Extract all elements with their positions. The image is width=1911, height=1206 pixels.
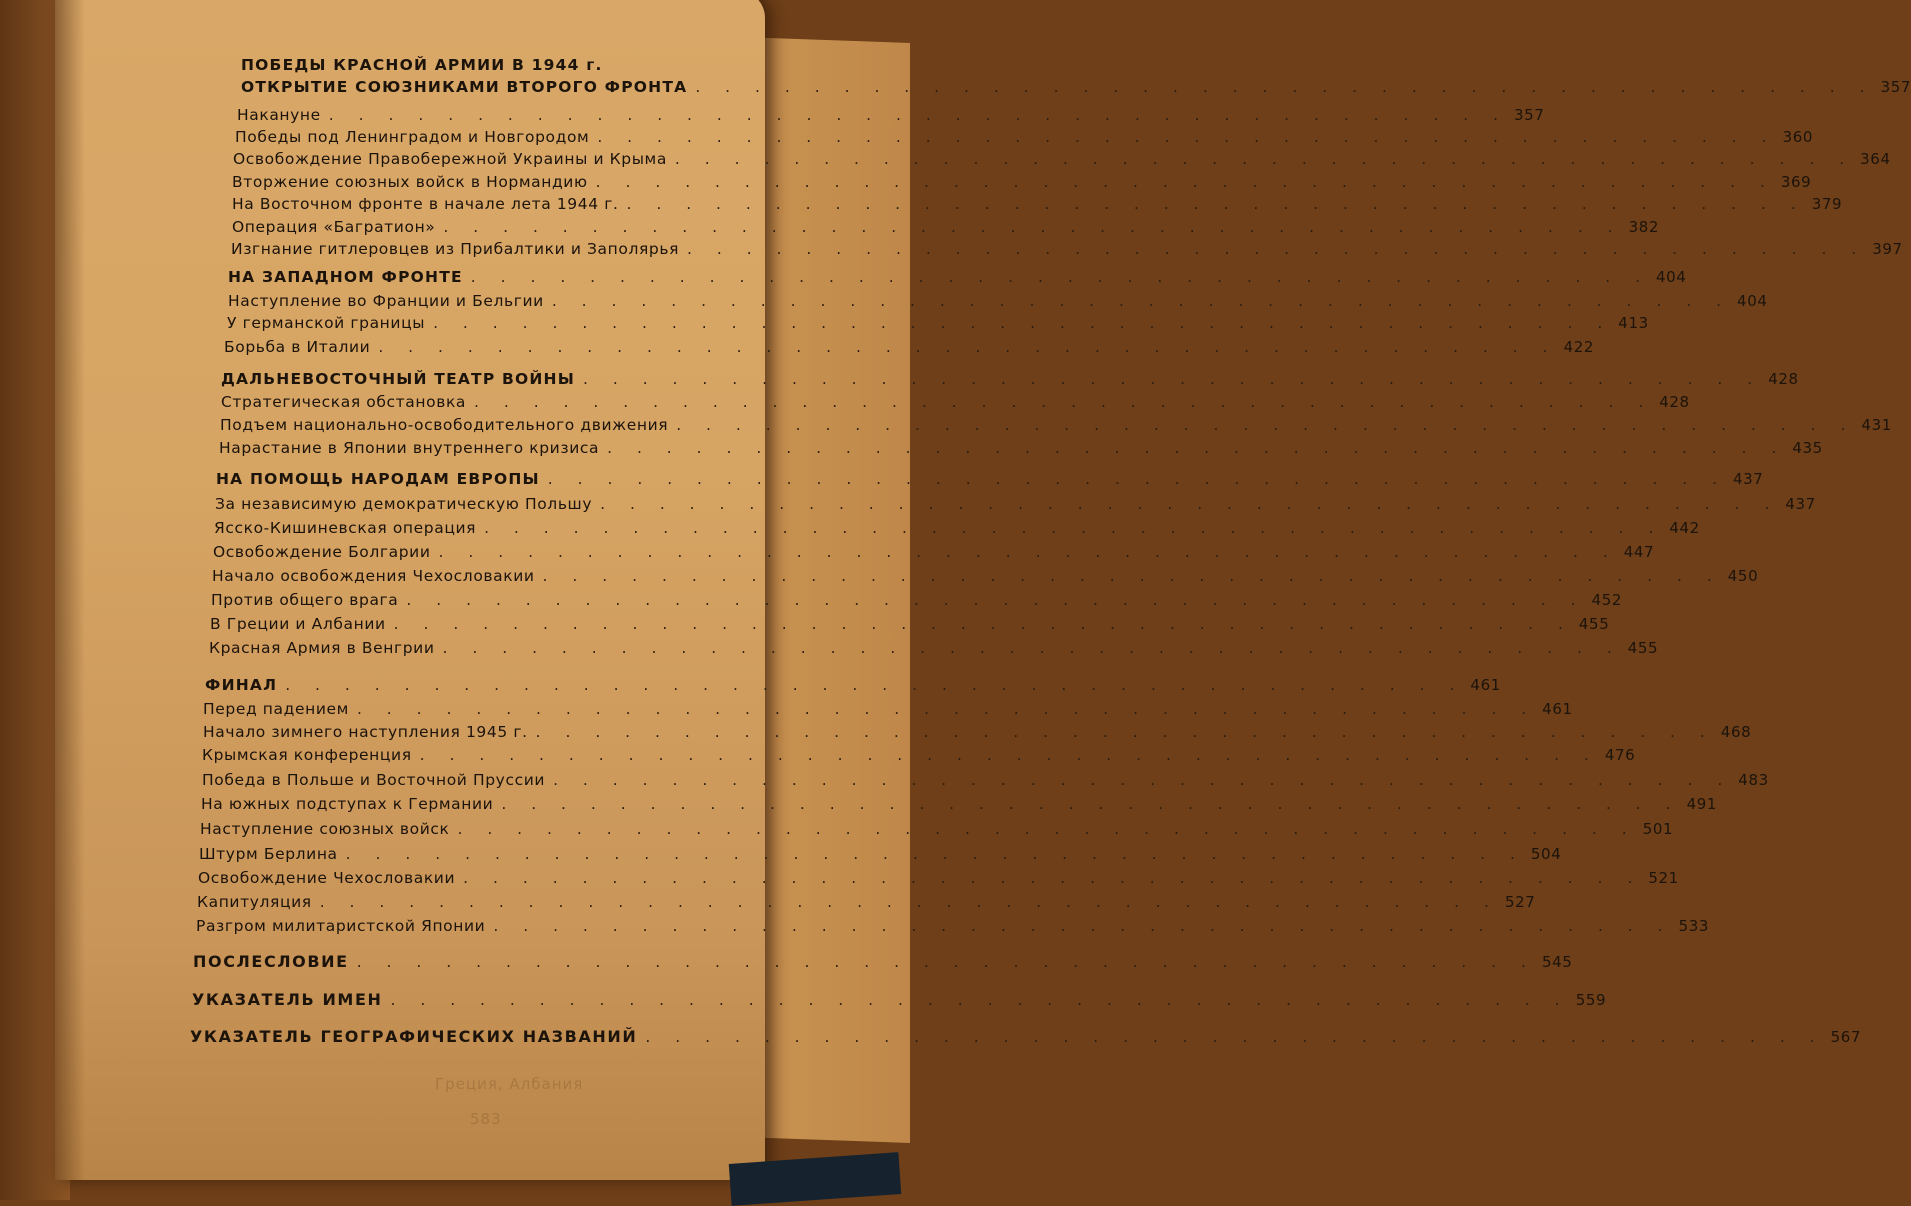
toc-leader-dots: . . . . . . . . . . . . . . . . . . . . . . . . . . . . . . . . . . . . . . . .: [463, 869, 1643, 887]
toc-entry-page-number: 559: [1575, 991, 1607, 1009]
toc-entry: [201, 795, 1718, 813]
toc-leader-dots: . . . . . . . . . . . . . . . . . . . . . . . . . . . . . . . . . . . . . . . .: [626, 195, 1806, 213]
toc-entry: [215, 495, 1816, 513]
toc-entry-page-number: 357: [1880, 78, 1911, 96]
toc-entry-page-number: 455: [1627, 639, 1659, 657]
toc-entry-title: Разгром милитаристской Японии: [196, 917, 486, 935]
toc-entry: [237, 106, 1545, 124]
toc-entry-title: Борьба в Италии: [224, 338, 371, 356]
toc-entry: [221, 393, 1690, 411]
toc-entry: [219, 439, 1823, 457]
toc-entry: [228, 292, 1768, 310]
toc-entry: [210, 615, 1610, 633]
toc-entry: [209, 639, 1659, 657]
toc-entry: [224, 338, 1594, 356]
toc-leader-dots: . . . . . . . . . . . . . . . . . . . . . . . . . . . . . . . . . . . . . . . .: [442, 639, 1622, 657]
toc-entry-title: Подъем национально-освободительного движения: [220, 416, 669, 434]
toc-entry-title: Вторжение союзных войск в Нормандию: [232, 173, 588, 191]
toc-entry-title: Красная Армия в Венгрии: [209, 639, 435, 657]
toc-entry: [203, 700, 1573, 718]
toc-entry-page-number: 364: [1860, 150, 1891, 168]
toc-entry-page-number: 527: [1504, 893, 1536, 911]
toc-entry-title: УКАЗАТЕЛЬ ГЕОГРАФИЧЕСКИХ НАЗВАНИЙ: [190, 1027, 638, 1046]
toc-entry-page-number: 461: [1542, 700, 1573, 718]
toc-section-entry: [228, 268, 1687, 286]
toc-entry-title: Операция «Багратион»: [232, 218, 436, 236]
toc-leader-dots: . . . . . . . . . . . . . . . . . . . . . . . . . . . . . . . . . . . . . . . .: [607, 439, 1787, 457]
toc-leader-dots: . . . . . . . . . . . . . . . . . . . . . . . . . . . . . . . . . . . . . . . .: [595, 173, 1775, 191]
toc-leader-dots: . . . . . . . . . . . . . . . . . . . . . . . . . . . . . . . . . . . . . . . .: [551, 292, 1732, 310]
toc-entry-title: Нарастание в Японии внутреннего кризиса: [219, 439, 600, 457]
toc-entry-page-number: 504: [1530, 845, 1562, 863]
toc-entry-page-number: 431: [1861, 416, 1892, 434]
toc-entry-page-number: 369: [1780, 173, 1812, 191]
toc-leader-dots: . . . . . . . . . . . . . . . . . . . . . . . . . . . . . . . . . . . . . . . .: [645, 1028, 1825, 1046]
toc-leader-dots: . . . . . . . . . . . . . . . . . . . . . . . . . . . . . . . . . . . . . . . .: [433, 314, 1613, 332]
toc-entry-title: НА ПОМОЩЬ НАРОДАМ ЕВРОПЫ: [216, 470, 540, 488]
toc-entry-title: Штурм Берлина: [199, 845, 338, 863]
toc-entry: [232, 218, 1660, 236]
toc-entry: [202, 771, 1769, 789]
toc-leader-dots: . . . . . . . . . . . . . . . . . . . . . . . . . . . . . . . . . . . . . . . .: [474, 393, 1654, 411]
toc-entry-page-number: 428: [1659, 393, 1690, 411]
toc-entry-page-number: 437: [1785, 495, 1816, 513]
toc-entry: [196, 917, 1710, 935]
toc-entry: [202, 746, 1636, 764]
toc-entry-page-number: 455: [1578, 615, 1610, 633]
toc-entry-title: На южных подступах к Германии: [201, 795, 494, 813]
toc-leader-dots: . . . . . . . . . . . . . . . . . . . . . . . . . . . . . . . . . . . . . . . .: [356, 953, 1536, 971]
toc-entry-title: Начало освобождения Чехословакии: [212, 567, 535, 585]
toc-entry: [203, 723, 1752, 741]
toc-entry: [211, 591, 1623, 609]
toc-entry-title: Наступление союзных войск: [200, 820, 450, 838]
toc-leader-dots: . . . . . . . . . . . . . . . . . . . . . . . . . . . . . . . . . . . . . . . .: [547, 470, 1728, 488]
toc-entry-title: Стратегическая обстановка: [221, 393, 467, 411]
toc-entry-page-number: 533: [1678, 917, 1710, 935]
toc-entry-page-number: 379: [1811, 195, 1843, 213]
toc-leader-dots: . . . . . . . . . . . . . . . . . . . . . . . . . . . . . . . . . . . . . . . .: [419, 746, 1599, 764]
toc-entry: [212, 567, 1759, 585]
toc-leader-dots: . . . . . . . . . . . . . . . . . . . . . . . . . . . . . . . . . . . . . . . .: [493, 917, 1673, 935]
toc-entry-page-number: 397: [1872, 240, 1903, 258]
toc-entry-title: ФИНАЛ: [205, 676, 278, 694]
toc-entry: [232, 173, 1812, 191]
toc-entry-page-number: 413: [1618, 314, 1649, 332]
toc-section-entry: [192, 990, 1607, 1009]
toc-leader-dots: . . . . . . . . . . . . . . . . . . . . . . . . . . . . . . . . . . . . . . . .: [687, 240, 1867, 258]
toc-entry: [199, 845, 1562, 863]
toc-entry-title: Начало зимнего наступления 1945 г.: [203, 723, 528, 741]
toc-entry: [233, 150, 1891, 168]
toc-leader-dots: . . . . . . . . . . . . . . . . . . . . . . . . . . . . . . . . . . . . . . . .: [390, 991, 1570, 1009]
toc-entry-page-number: 461: [1470, 676, 1501, 694]
toc-leader-dots: . . . . . . . . . . . . . . . . . . . . . . . . . . . . . . . . . . . . . . . .: [328, 106, 1509, 124]
toc-entry-page-number: 483: [1738, 771, 1769, 789]
toc-entry-page-number: 521: [1648, 869, 1679, 887]
toc-entry: [214, 519, 1700, 537]
toc-entry-page-number: 422: [1563, 338, 1594, 356]
toc-entry-title: На Восточном фронте в начале лета 1944 г.: [232, 195, 619, 213]
toc-entry: [227, 314, 1649, 332]
toc-entry: [220, 416, 1892, 434]
toc-entry-title: Перед падением: [203, 700, 349, 718]
toc-leader-dots: . . . . . . . . . . . . . . . . . . . . . . . . . . . . . . . . . . . . . . . .: [393, 615, 1573, 633]
toc-section-entry: [241, 78, 1911, 96]
toc-entry-page-number: 450: [1727, 567, 1759, 585]
toc-entry-title: Победа в Польше и Восточной Пруссии: [202, 771, 546, 789]
toc-leader-dots: . . . . . . . . . . . . . . . . . . . . . . . . . . . . . . . . . . . . . . . .: [378, 338, 1558, 356]
toc-entry-title: Накануне: [237, 106, 321, 124]
toc-entry-page-number: 382: [1628, 218, 1660, 236]
toc-entry-page-number: 404: [1656, 268, 1687, 286]
toc-entry-page-number: 435: [1792, 439, 1823, 457]
toc-entry-page-number: 491: [1686, 795, 1718, 813]
toc-entry: [213, 543, 1655, 561]
toc-entry-page-number: 468: [1720, 723, 1752, 741]
toc-leader-dots: . . . . . . . . . . . . . . . . . . . . . . . . . . . . . . . . . . . . . . . .: [535, 723, 1715, 741]
toc-entry-title: Капитуляция: [197, 893, 312, 911]
toc-leader-dots: . . . . . . . . . . . . . . . . . . . . . . . . . . . . . . . . . . . . . . . .: [319, 893, 1499, 911]
toc-entry-title: Изгнание гитлеровцев из Прибалтики и Заполярья: [231, 240, 679, 258]
toc-entry: [232, 195, 1843, 213]
toc-entry: [197, 893, 1536, 911]
toc-entry-title: Победы под Ленинградом и Новгородом: [235, 128, 590, 146]
toc-entry-page-number: 437: [1733, 470, 1764, 488]
toc-heading-text: ПОБЕДЫ КРАСНОЙ АРМИИ В 1944 г.: [241, 56, 603, 74]
toc-leader-dots: . . . . . . . . . . . . . . . . . . . . . . . . . . . . . . . . . . . . . . . .: [597, 128, 1777, 146]
toc-section-entry: [221, 370, 1799, 388]
toc-entry-title: Освобождение Болгарии: [213, 543, 431, 561]
toc-leader-dots: . . . . . . . . . . . . . . . . . . . . . . . . . . . . . . . . . . . . . . . .: [582, 370, 1763, 388]
toc-entry: [235, 128, 1813, 146]
toc-entry-title: Против общего врага: [211, 591, 399, 609]
show-through-page-number: 583: [470, 1110, 502, 1128]
toc-leader-dots: . . . . . . . . . . . . . . . . . . . . . . . . . . . . . . . . . . . . . . . .: [470, 268, 1650, 286]
toc-entry-title: ПОСЛЕСЛОВИЕ: [193, 952, 349, 971]
toc-entry-title: Освобождение Правобережной Украины и Крыма: [233, 150, 667, 168]
toc-entry-page-number: 404: [1737, 292, 1768, 310]
toc-section-entry: [216, 470, 1764, 488]
toc-entry-page-number: 452: [1591, 591, 1623, 609]
toc-leader-dots: . . . . . . . . . . . . . . . . . . . . . . . . . . . . . . . . . . . . . . . .: [542, 567, 1722, 585]
toc-leader-dots: . . . . . . . . . . . . . . . . . . . . . . . . . . . . . . . . . . . . . . . .: [600, 495, 1780, 513]
toc-entry: [231, 240, 1903, 258]
toc-section-entry: [193, 952, 1573, 971]
toc-leader-dots: . . . . . . . . . . . . . . . . . . . . . . . . . . . . . . . . . . . . . . . .: [438, 543, 1618, 561]
toc-leader-dots: . . . . . . . . . . . . . . . . . . . . . . . . . . . . . . . . . . . . . . . .: [457, 820, 1637, 838]
toc-entry-page-number: 442: [1669, 519, 1700, 537]
toc-entry-title: У германской границы: [227, 314, 426, 332]
toc-entry-page-number: 476: [1604, 746, 1636, 764]
toc-leader-dots: . . . . . . . . . . . . . . . . . . . . . . . . . . . . . . . . . . . . . . . .: [676, 416, 1856, 434]
toc-leader-dots: . . . . . . . . . . . . . . . . . . . . . . . . . . . . . . . . . . . . . . . .: [345, 845, 1525, 863]
toc-entry-page-number: 567: [1830, 1028, 1862, 1046]
toc-entry-page-number: 501: [1642, 820, 1674, 838]
toc-entry-title: ДАЛЬНЕВОСТОЧНЫЙ ТЕАТР ВОЙНЫ: [221, 370, 575, 388]
toc-entry-page-number: 545: [1541, 953, 1573, 971]
toc-entry-title: Наступление во Франции и Бельгии: [228, 292, 544, 310]
toc-entry-title: Ясско-Кишиневская операция: [214, 519, 477, 537]
toc-leader-dots: . . . . . . . . . . . . . . . . . . . . . . . . . . . . . . . . . . . . . . . .: [443, 218, 1623, 236]
toc-entry-title: Крымская конференция: [202, 746, 412, 764]
toc-section-entry: [190, 1027, 1862, 1046]
toc-entry-page-number: 357: [1514, 106, 1545, 124]
toc-entry-title: УКАЗАТЕЛЬ ИМЕН: [192, 990, 383, 1009]
show-through-line: Греция, Албания: [435, 1075, 584, 1093]
toc-heading-line: [241, 56, 603, 74]
toc-leader-dots: . . . . . . . . . . . . . . . . . . . . . . . . . . . . . . . . . . . . . . . .: [674, 150, 1855, 168]
toc-leader-dots: . . . . . . . . . . . . . . . . . . . . . . . . . . . . . . . . . . . . . . . .: [356, 700, 1537, 718]
toc-entry-title: За независимую демократическую Польшу: [215, 495, 593, 513]
toc-entry-page-number: 428: [1768, 370, 1799, 388]
toc-entry-page-number: 360: [1782, 128, 1813, 146]
toc-entry-title: НА ЗАПАДНОМ ФРОНТЕ: [228, 268, 463, 286]
toc-leader-dots: . . . . . . . . . . . . . . . . . . . . . . . . . . . . . . . . . . . . . . . .: [484, 519, 1664, 537]
toc-leader-dots: . . . . . . . . . . . . . . . . . . . . . . . . . . . . . . . . . . . . . . . .: [285, 676, 1465, 694]
toc-section-entry: [205, 676, 1501, 694]
toc-leader-dots: . . . . . . . . . . . . . . . . . . . . . . . . . . . . . . . . . . . . . . . .: [406, 591, 1586, 609]
toc-leader-dots: . . . . . . . . . . . . . . . . . . . . . . . . . . . . . . . . . . . . . . . .: [553, 771, 1733, 789]
toc-leader-dots: . . . . . . . . . . . . . . . . . . . . . . . . . . . . . . . . . . . . . . . .: [695, 78, 1875, 96]
toc-leader-dots: . . . . . . . . . . . . . . . . . . . . . . . . . . . . . . . . . . . . . . . .: [501, 795, 1681, 813]
toc-entry: [200, 820, 1674, 838]
toc-entry-title: ОТКРЫТИЕ СОЮЗНИКАМИ ВТОРОГО ФРОНТА: [241, 78, 688, 96]
toc-entry-title: В Греции и Албании: [210, 615, 386, 633]
toc-entry-title: Освобождение Чехословакии: [198, 869, 456, 887]
toc-entry-page-number: 447: [1623, 543, 1655, 561]
toc-entry: [198, 869, 1679, 887]
